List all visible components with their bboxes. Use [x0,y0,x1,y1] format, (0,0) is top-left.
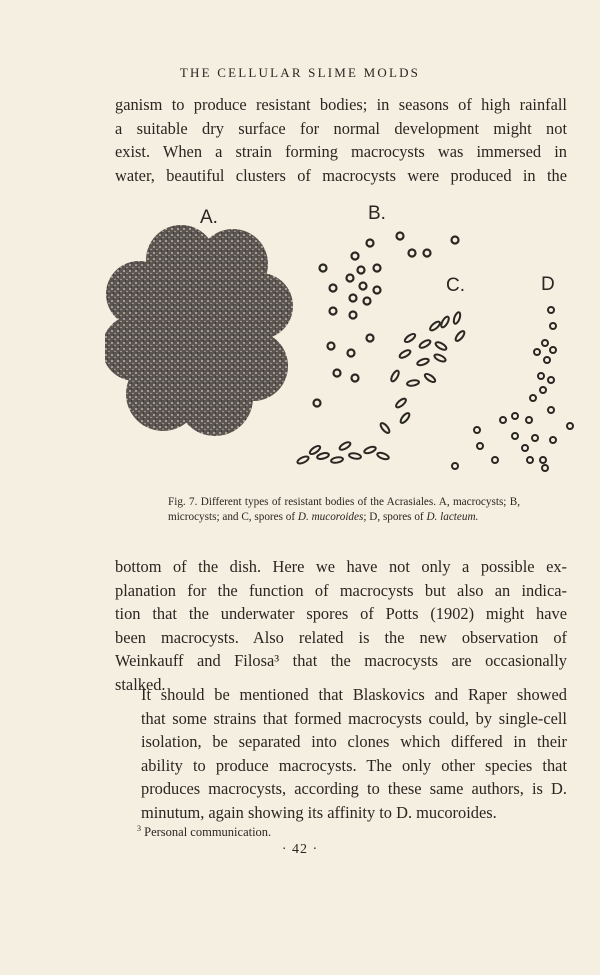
text-line: water, beautiful clusters of macrocysts were produced in the [115,165,567,185]
spores-d [452,307,573,471]
figure-caption: Fig. 7. Different types of resistant bodies of the Acrasiales. A, macrocysts; B, microcysts; and C, spores of D. mucoroides; D, spores of D. lacteum. [168,496,520,523]
figure-illustration [105,198,575,488]
label-d: D [541,274,555,295]
text-line: stalked. [115,674,166,694]
label-a: A. [200,207,218,228]
text-line: a suitable dry surface for normal development might not [115,118,567,138]
spores-c [296,311,465,464]
paragraph-1 [115,93,567,187]
text-line: ability to produce macrocysts. The only other species that [141,755,567,775]
page-number: · 42 · [281,842,319,857]
text-line: ganism to produce resistant bodies; in seasons of high rainfall [115,95,567,114]
text-line: tion that the underwater spores of Potts (1902) might have [115,604,567,623]
text-line: produces macrocysts, according to these same authors, is D. [141,779,567,798]
text-line: planation for the function of macrocysts but also an indica- [115,580,567,600]
text-line: minutum, again showing its affinity to D. mucoroides. [141,802,497,822]
text-line: isolation, be separated into clones which differed in their [141,732,567,751]
text-line: been macrocysts. Also related is the new observation of [115,627,567,647]
footnote-text: Personal communication. [144,825,272,840]
text-line: Weinkauff and Filosa³ that the macrocysts are occasionally [115,651,567,670]
label-c: C. [446,275,465,296]
running-head: THE CELLULAR SLIME MOLDS [179,65,421,80]
paragraph-3 [115,683,567,824]
footnote [137,821,271,840]
macrocyst-cluster [105,225,293,436]
text-line: It should be mentioned that Blaskovics and Raper showed [141,685,567,704]
footnote-mark: 3 [137,824,141,833]
figure-7 [105,198,575,488]
paragraph-2 [115,555,567,696]
microcysts [314,233,459,407]
text-line: that some strains that formed macrocysts could, by single-cell [141,708,567,728]
label-b: B. [368,203,386,224]
text-line: bottom of the dish. Here we have not only a possible ex- [115,557,567,576]
text-line: exist. When a strain forming macrocysts was immersed in [115,142,567,161]
